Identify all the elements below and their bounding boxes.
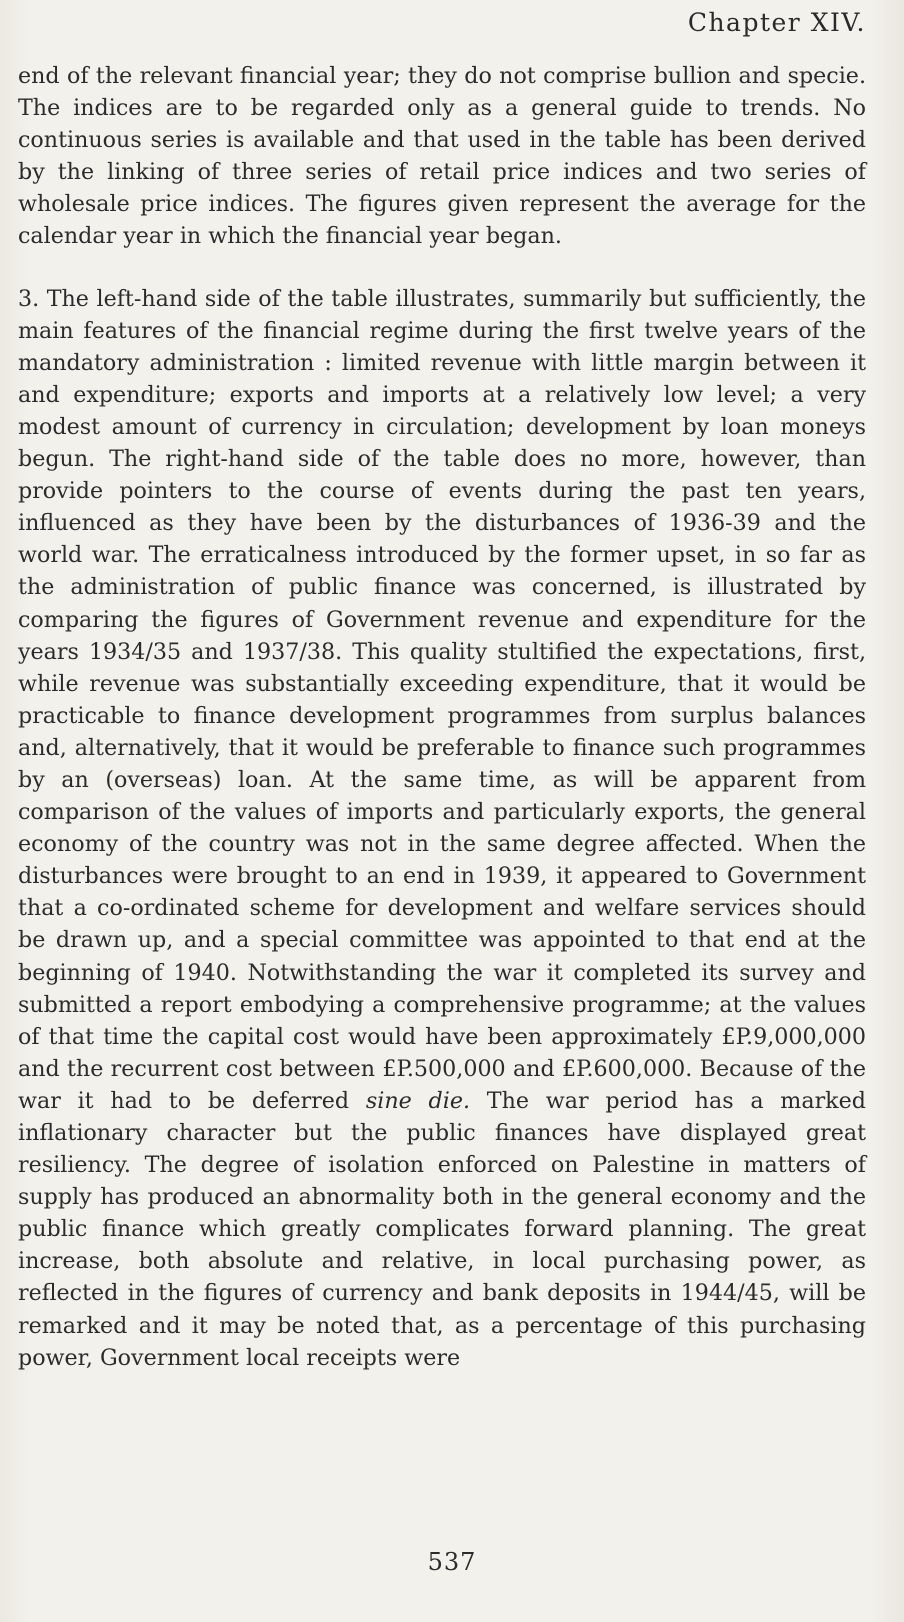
chapter-heading: Chapter XIV. <box>687 8 866 37</box>
paragraph-2-part-a: 3. The left-hand side of the table illustrates, summarily but sufficiently, the main features of the financial regime during the first twelve years of the mandatory administration : limited revenue with little margin between it and expenditure; exports and imports at a relatively low level; a very modest amount of currency in circulation; development by loan moneys begun. The right-hand side of the table does no more, however, than provide pointers to the course of events during the past ten years, influenced as they have been by the disturbances of 1936-39 and the world war. The erraticalness introduced by the former upset, in so far as the administration of public finance was concerned, is illustrated by comparing the figures of Government revenue and expenditure for the years 1934/35 and 1937/38. This quality stultified the expectations, first, while revenue was substantially exceeding expenditure, that it would be practicable to finance development programmes from surplus balances and, alternatively, that it would be preferable to finance such programmes by an (overseas) loan. At the same time, as will be apparent from comparison of the values of imports and particularly exports, the general economy of the country was not in the same degree affected. When the disturbances were brought to an end in 1939, it appeared to Government that a co-ordinated scheme for development and welfare services should be drawn up, and a special committee was appointed to that end at the beginning of 1940. Notwithstanding the war it completed its survey and submitted a report embodying a comprehensive programme; at the values of that time the capital cost would have been approximately £P.9,000,000 and the recurrent cost between £P.500,000 and £P.600,000. Because of the war it had to be deferred <box>18 285 866 1114</box>
running-head <box>688 8 866 37</box>
italic-phrase: sine die. <box>365 1087 471 1114</box>
paragraph-2-part-b: The war period has a marked inflationary character but the public finances have displayed great resiliency. The degree of isolation enforced on Palestine in matters of supply has produced an abnormality both in the general economy and the public finance which greatly complicates forward planning. The great increase, both absolute and relative, in local purchasing power, as reflected in the figures of currency and bank deposits in 1944/45, will be remarked and it may be noted that, as a percentage of this purchasing power, Government local receipts were <box>18 1087 866 1371</box>
page-number: 537 <box>427 1548 477 1576</box>
paragraph-1: end of the relevant financial year; they do not comprise bullion and specie. The indices are to be regarded only as a general guide to trends. No continuous series is available and that used in the table has been derived by the linking of three series of retail price indices and two series of wholesale price indices. The figures given represent the average for the calendar year in which the financial year began. <box>18 63 866 250</box>
body-text <box>18 60 866 1374</box>
paragraph-2 <box>18 283 866 1374</box>
